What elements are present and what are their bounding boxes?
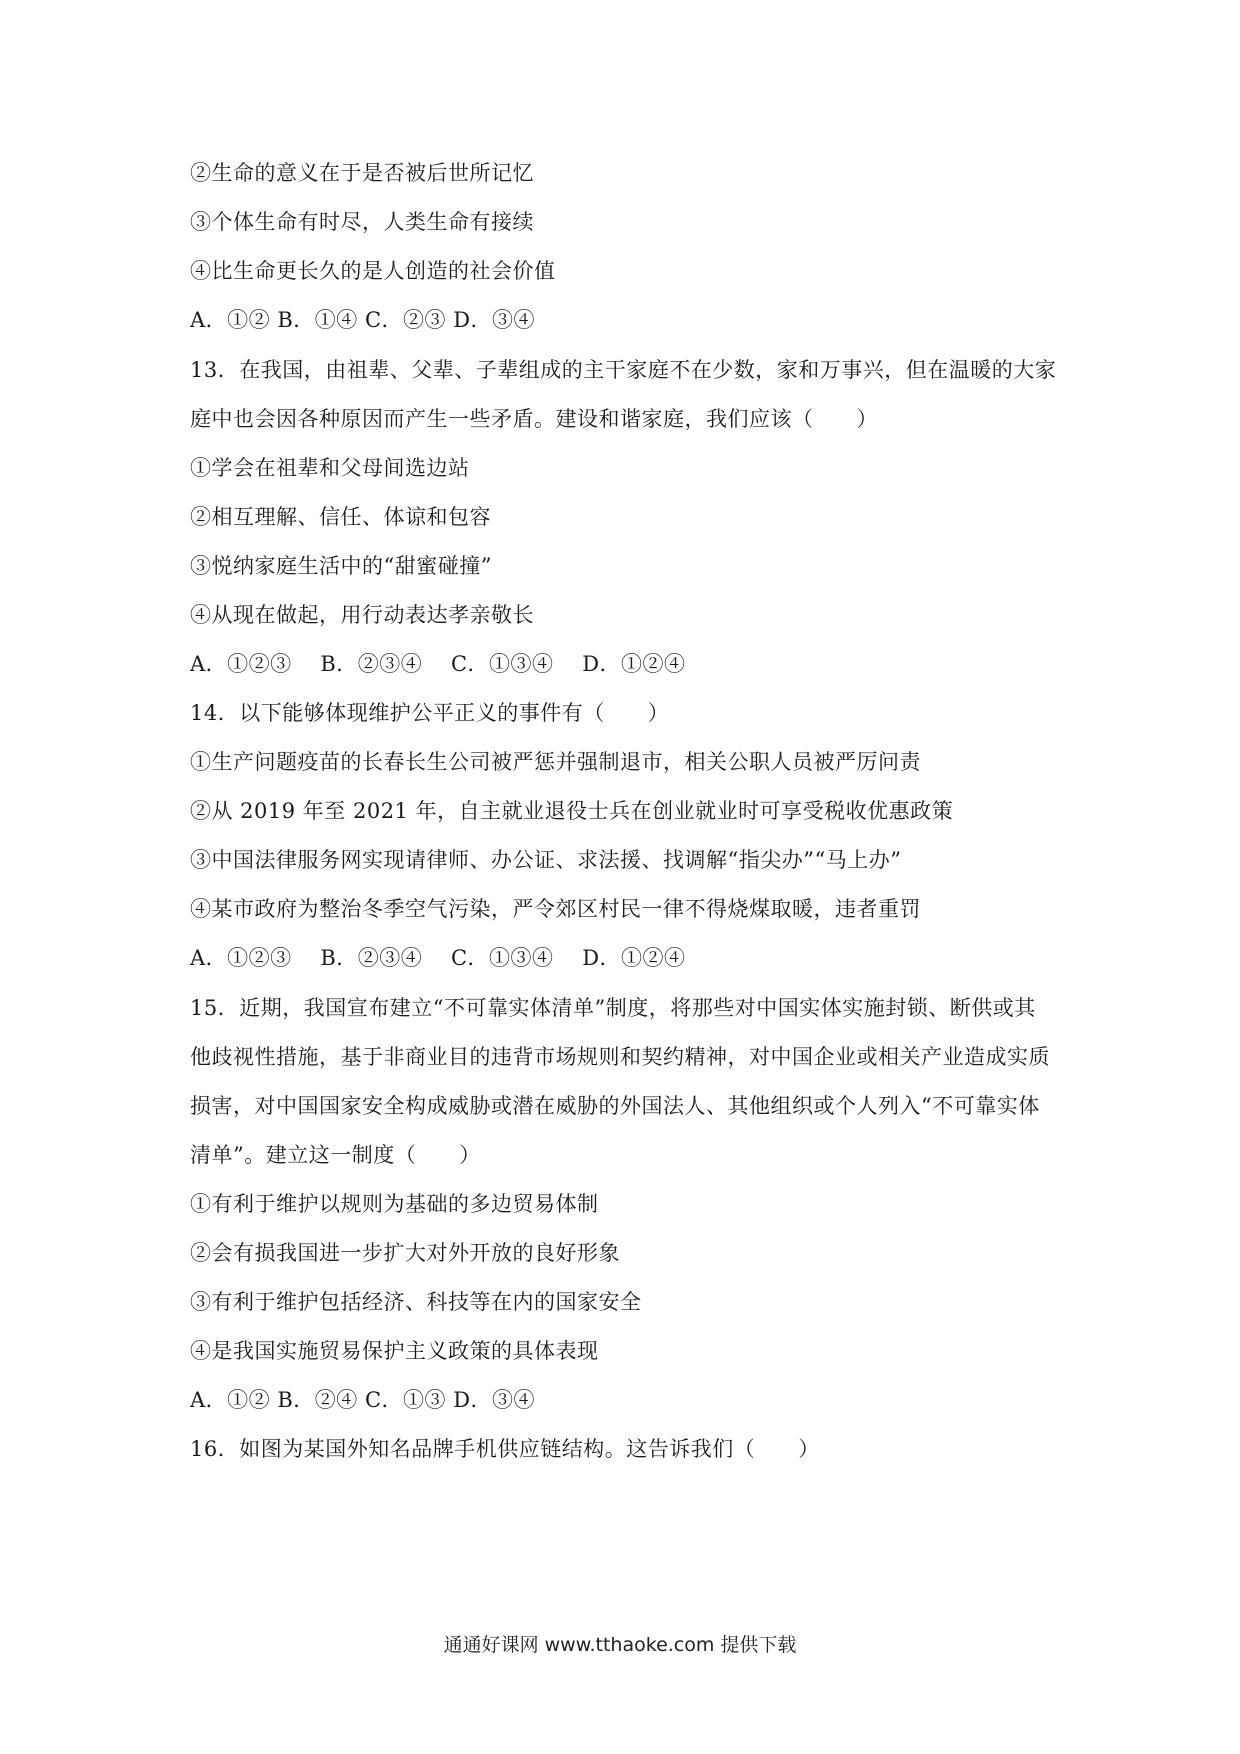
- q13-option-3: ③悦纳家庭生活中的“甜蜜碰撞”: [190, 554, 492, 578]
- q12-choices: A．①② B．①④ C．②③ D．③④: [190, 308, 536, 332]
- q15-option-2: ②会有损我国进一步扩大对外开放的良好形象: [190, 1241, 620, 1265]
- q16-stem: 16．如图为某国外知名品牌手机供应链结构。这告诉我们（ ）: [190, 1437, 820, 1461]
- q14-option-3: ③中国法律服务网实现请律师、办公证、求法援、找调解“指尖办”“马上办”: [190, 848, 902, 872]
- q13-stem-line-1: 13．在我国，由祖辈、父辈、子辈组成的主干家庭不在少数，家和万事兴，但在温暖的大家: [190, 358, 1057, 382]
- q15-option-3: ③有利于维护包括经济、科技等在内的国家安全: [190, 1290, 642, 1314]
- q15-stem-line-1: 15．近期，我国宣布建立“不可靠实体清单”制度，将那些对中国实体实施封锁、断供或其: [190, 996, 1036, 1020]
- q13-choices: A．①②③ B．②③④ C．①③④ D．①②④: [190, 652, 686, 676]
- q15-option-1: ①有利于维护以规则为基础的多边贸易体制: [190, 1192, 599, 1216]
- q14-option-4: ④某市政府为整治冬季空气污染，严令郊区村民一律不得烧煤取暖，违者重罚: [190, 897, 921, 921]
- q15-stem-line-2: 他歧视性措施，基于非商业目的违背市场规则和契约精神，对中国企业或相关产业造成实质: [190, 1045, 1050, 1069]
- q12-option-2: ②生命的意义在于是否被后世所记忆: [190, 161, 534, 185]
- q13-option-1: ①学会在祖辈和父母间选边站: [190, 456, 470, 480]
- q13-option-4: ④从现在做起，用行动表达孝亲敬长: [190, 603, 534, 627]
- q15-stem-line-3: 损害，对中国国家安全构成威胁或潜在威胁的外国法人、其他组织或个人列入“不可靠实体: [190, 1094, 1040, 1118]
- q15-choices: A．①② B．②④ C．①③ D．③④: [190, 1388, 536, 1412]
- q13-stem-line-2: 庭中也会因各种原因而产生一些矛盾。建设和谐家庭，我们应该（ ）: [190, 407, 878, 431]
- q15-stem-line-4: 清单”。建立这一制度（ ）: [190, 1143, 481, 1167]
- q14-choices: A．①②③ B．②③④ C．①③④ D．①②④: [190, 946, 686, 970]
- q12-option-3: ③个体生命有时尽，人类生命有接续: [190, 210, 534, 234]
- q13-option-2: ②相互理解、信任、体谅和包容: [190, 505, 491, 529]
- q14-option-1: ①生产问题疫苗的长春长生公司被严惩并强制退市，相关公职人员被严厉问责: [190, 750, 921, 774]
- q14-stem: 14．以下能够体现维护公平正义的事件有（ ）: [190, 701, 670, 725]
- q12-option-4: ④比生命更长久的是人创造的社会价值: [190, 259, 556, 283]
- q14-option-2: ②从 2019 年至 2021 年，自主就业退役士兵在创业就业时可享受税收优惠政策: [190, 799, 954, 823]
- page-footer: 通通好课网 www.tthaoke.com 提供下载: [443, 1634, 797, 1656]
- q15-option-4: ④是我国实施贸易保护主义政策的具体表现: [190, 1339, 599, 1363]
